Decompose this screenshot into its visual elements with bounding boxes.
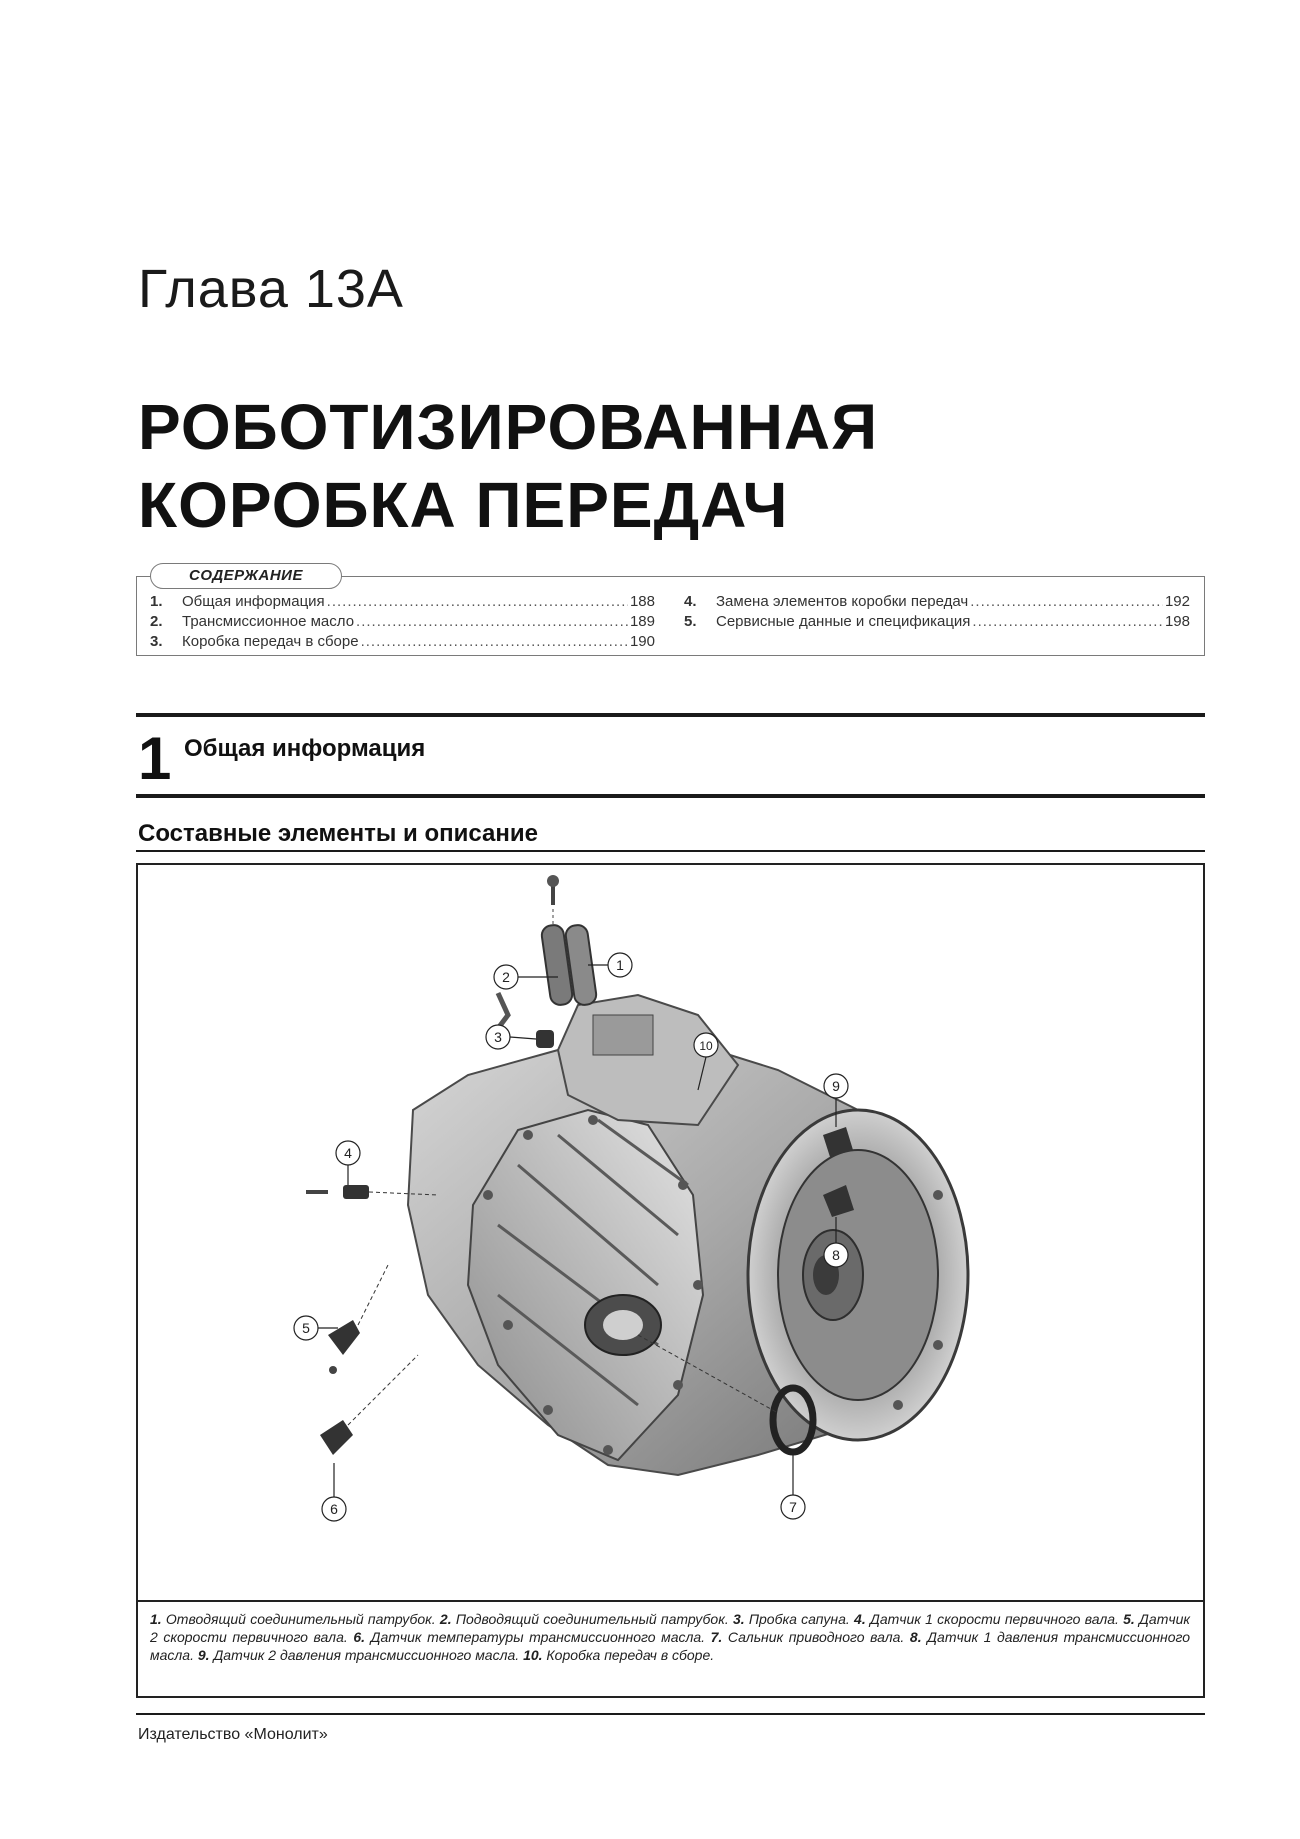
figure-caption xyxy=(150,1610,1190,1664)
caption-number: 6. xyxy=(353,1629,366,1645)
toc-item[interactable] xyxy=(684,612,1190,632)
toc-item-number: 5. xyxy=(684,613,697,630)
section-rule-top xyxy=(136,713,1205,717)
toc-item-number: 1. xyxy=(150,593,163,610)
chapter-title-line-1: РОБОТИЗИРОВАННАЯ xyxy=(138,391,879,463)
toc-leader-dots xyxy=(327,592,628,612)
transmission-illustration xyxy=(138,865,1203,1600)
section-rule-bottom xyxy=(136,794,1205,798)
caption-text: Сальник приводного вала. xyxy=(727,1629,905,1645)
toc-leader-dots xyxy=(356,612,628,632)
caption-number: 3. xyxy=(732,1611,745,1627)
caption-number: 5. xyxy=(1123,1611,1135,1627)
callout-10 xyxy=(694,1033,718,1057)
toc-item-page: 198 xyxy=(1164,613,1190,630)
toc-item-text: Трансмиссионное масло xyxy=(182,613,355,630)
footer-rule xyxy=(136,1713,1205,1715)
caption-number: 8. xyxy=(909,1629,922,1645)
toc-column-right xyxy=(684,592,1190,632)
toc-item[interactable] xyxy=(684,592,1190,612)
caption-number: 7. xyxy=(710,1629,723,1645)
callout-4 xyxy=(336,1141,360,1165)
toc-leader-dots xyxy=(970,592,1163,612)
toc-item-number: 4. xyxy=(684,593,697,610)
toc-leader-dots xyxy=(361,632,628,652)
callout-label: 8 xyxy=(832,1247,840,1263)
caption-number: 2. xyxy=(439,1611,452,1627)
subsection-title: Составные элементы и описание xyxy=(138,820,538,847)
callout-label: 2 xyxy=(502,969,510,985)
callout-label: 7 xyxy=(789,1499,797,1515)
callout-8 xyxy=(824,1243,848,1267)
caption-text: Коробка передач в сборе. xyxy=(546,1647,715,1663)
toc-item-page: 192 xyxy=(1164,593,1190,610)
caption-text: Подводящий соединительный патрубок. xyxy=(455,1611,729,1627)
caption-text: Пробка сапуна. xyxy=(748,1611,850,1627)
caption-text: Датчик 2 давления трансмиссионного масла. xyxy=(213,1647,520,1663)
callout-6 xyxy=(322,1497,346,1521)
chapter-title-line-2: КОРОБКА ПЕРЕДАЧ xyxy=(138,469,789,541)
callout-label: 6 xyxy=(330,1501,338,1517)
caption-text: Датчик 1 давления трансмиссионного масла. xyxy=(150,1629,1191,1663)
caption-number: 1. xyxy=(150,1611,162,1627)
callout-label: 5 xyxy=(302,1320,310,1336)
callout-5 xyxy=(294,1316,318,1340)
callout-7 xyxy=(781,1495,805,1519)
callout-label: 10 xyxy=(699,1039,713,1053)
caption-number: 10. xyxy=(523,1647,543,1663)
toc-header: СОДЕРЖАНИЕ xyxy=(150,563,342,589)
toc-item[interactable] xyxy=(150,632,655,652)
callout-label: 4 xyxy=(344,1145,352,1161)
toc-column-left xyxy=(150,592,655,652)
caption-text: Датчик 1 скорости первичного вала. xyxy=(869,1611,1119,1627)
callout-3 xyxy=(486,1025,510,1049)
toc-item-page: 189 xyxy=(629,613,655,630)
section-number: 1 xyxy=(138,725,172,792)
subsection-rule xyxy=(136,850,1205,852)
toc-item-page: 188 xyxy=(629,593,655,610)
caption-number: 4. xyxy=(854,1611,866,1627)
callout-label: 1 xyxy=(616,957,624,973)
chapter-label: Глава 13А xyxy=(138,259,404,319)
toc-item-page: 190 xyxy=(629,633,655,650)
publisher: Издательство «Монолит» xyxy=(138,1726,328,1743)
caption-divider xyxy=(138,1600,1203,1602)
toc-item-text: Коробка передач в сборе xyxy=(182,633,359,650)
callout-9 xyxy=(824,1074,848,1098)
caption-text: Датчик температуры трансмиссионного масла. xyxy=(370,1629,706,1645)
caption-text: Датчик 2 скорости первичного вала. xyxy=(150,1611,1190,1645)
toc-item-number: 2. xyxy=(150,613,163,630)
toc-item-number: 3. xyxy=(150,633,163,650)
callout-label: 3 xyxy=(494,1029,502,1045)
callout-2 xyxy=(494,965,518,989)
caption-number: 9. xyxy=(197,1647,210,1663)
chapter-title xyxy=(138,388,878,544)
callout-label: 9 xyxy=(832,1078,840,1094)
caption-text: Отводящий соединительный патрубок. xyxy=(165,1611,436,1627)
toc-item-text: Сервисные данные и спецификация xyxy=(716,613,971,630)
section-title: Общая информация xyxy=(184,735,426,762)
toc-item[interactable] xyxy=(150,612,655,632)
toc-item-text: Замена элементов коробки передач xyxy=(716,593,969,610)
toc-item[interactable] xyxy=(150,592,655,612)
toc-item-text: Общая информация xyxy=(182,593,325,610)
callout-1 xyxy=(608,953,632,977)
toc-leader-dots xyxy=(972,612,1163,632)
